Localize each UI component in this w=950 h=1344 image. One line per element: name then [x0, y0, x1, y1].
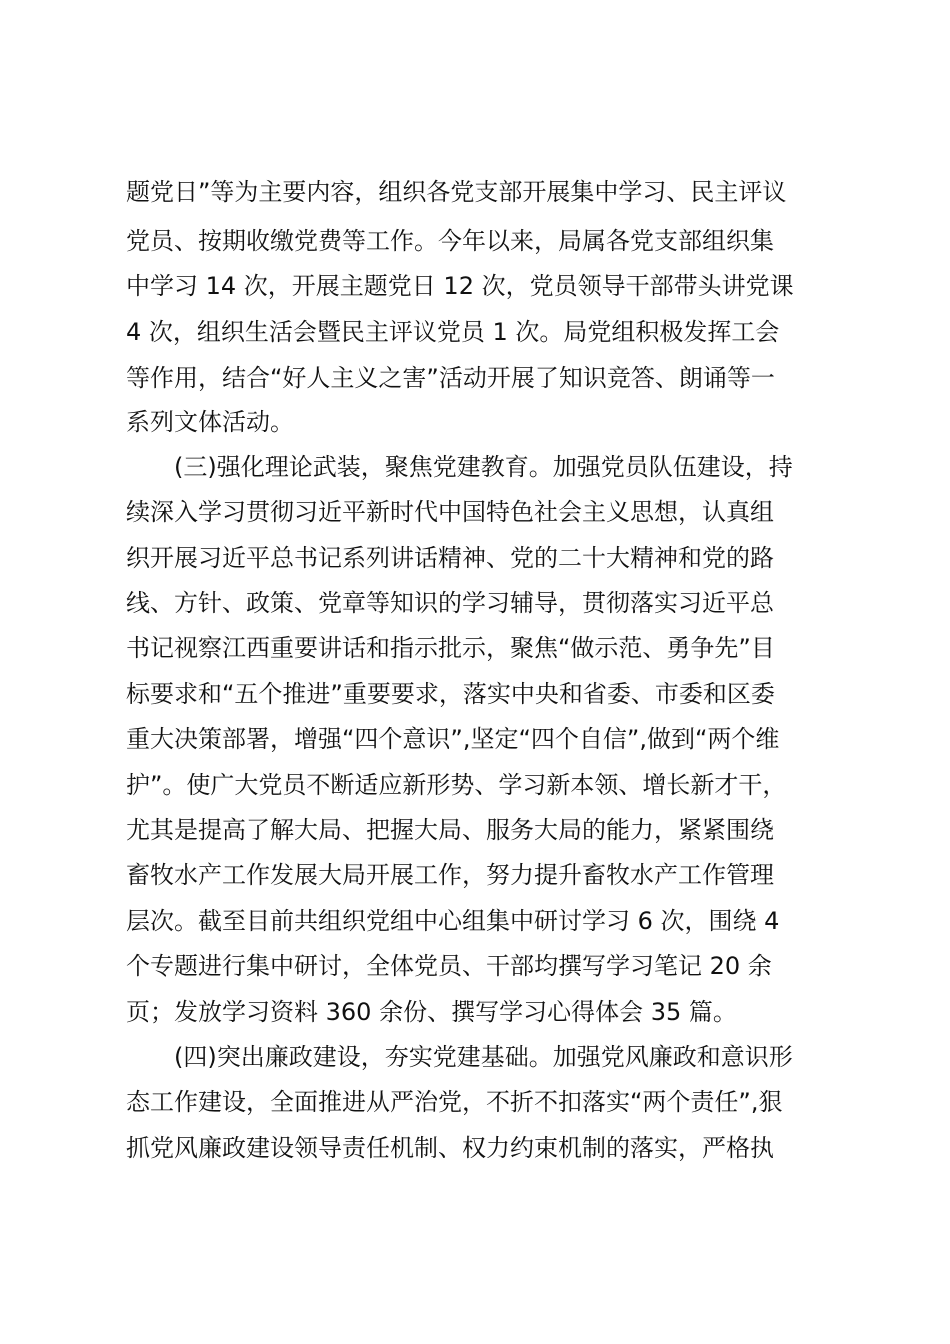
- text-line: 个专题进行集中研讨，全体党员、干部均撰写学习笔记 20 余: [126, 952, 772, 980]
- text-line: 线、方针、政策、党章等知识的学习辅导，贯彻落实习近平总: [126, 589, 774, 617]
- text-line: 态工作建设，全面推进从严治党，不折不扣落实“两个责任”,狠: [126, 1088, 783, 1116]
- text-line: 等作用，结合“好人主义之害”活动开展了知识竞答、朗诵等一: [126, 364, 775, 392]
- text-line: 护”。使广大党员不断适应新形势、学习新本领、增长新才干，: [126, 771, 787, 799]
- text-line: 系列文体活动。: [126, 408, 294, 436]
- text-line: 书记视察江西重要讲话和指示批示，聚焦“做示范、勇争先”目: [126, 634, 775, 662]
- text-line: 标要求和“五个推进”重要要求，落实中央和省委、市委和区委: [126, 680, 775, 708]
- text-line: 抓党风廉政建设领导责任机制、权力约束机制的落实，严格执: [126, 1134, 774, 1162]
- text-line: 畜牧水产工作发展大局开展工作，努力提升畜牧水产工作管理: [126, 861, 774, 889]
- paragraph-heading-3: (三)强化理论武装，聚焦党建教育。加强党员队伍建设，持: [174, 453, 793, 481]
- text-line: 续深入学习贯彻习近平新时代中国特色社会主义思想，认真组: [126, 498, 774, 526]
- text-line: 尤其是提高了解大局、把握大局、服务大局的能力，紧紧围绕: [126, 816, 774, 844]
- text-line: 页；发放学习资料 360 余份、撰写学习心得体会 35 篇。: [126, 998, 737, 1026]
- text-line: 党员、按期收缴党费等工作。今年以来，局属各党支部组织集: [126, 227, 774, 255]
- text-line: 题党日”等为主要内容，组织各党支部开展集中学习、民主评议: [126, 178, 787, 206]
- text-line: 织开展习近平总书记系列讲话精神、党的二十大精神和党的路: [126, 544, 774, 572]
- paragraph-heading-4: (四)突出廉政建设，夯实党建基础。加强党风廉政和意识形: [174, 1043, 793, 1071]
- text-line: 层次。截至目前共组织党组中心组集中研讨学习 6 次，围绕 4: [126, 907, 780, 935]
- text-line: 重大决策部署，增强“四个意识”,坚定“四个自信”,做到“两个维: [126, 725, 780, 753]
- text-line: 4 次，组织生活会暨民主评议党员 1 次。局党组积极发挥工会: [126, 318, 780, 346]
- text-line: 中学习 14 次，开展主题党日 12 次，党员领导干部带头讲党课: [126, 272, 794, 300]
